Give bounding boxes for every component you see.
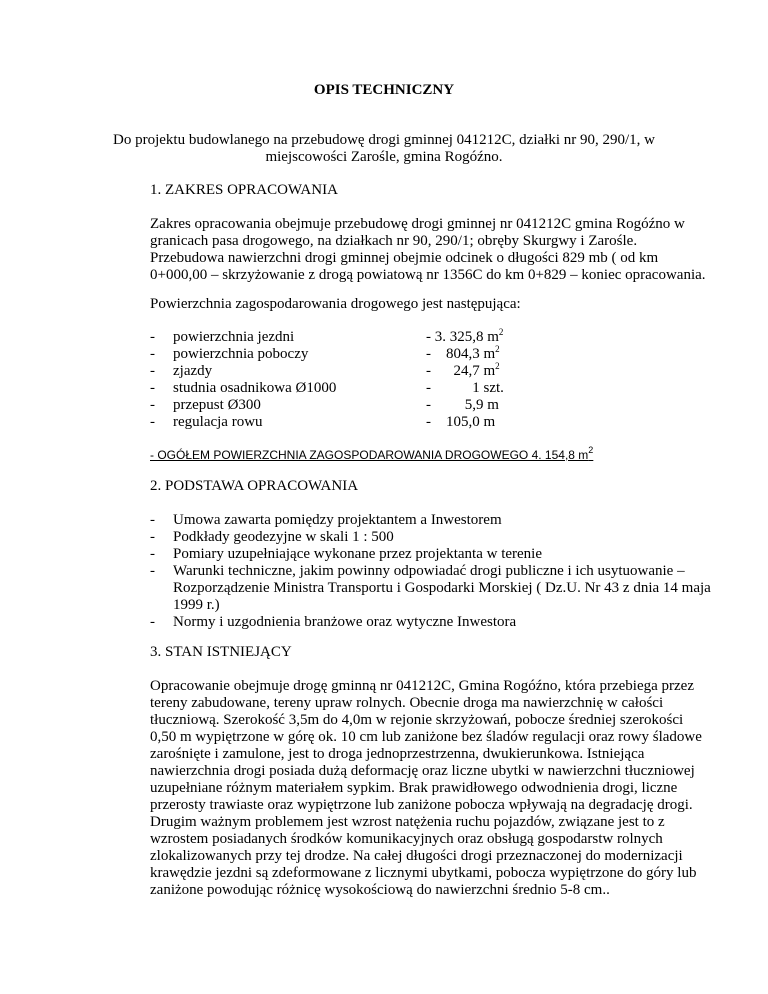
section-2-heading: 2. PODSTAWA OPRACOWANIA: [150, 478, 359, 494]
intro-line-1: Do projektu budowlanego na przebudowę drogi gminnej 041212C, działki nr 90, 290/1, w: [113, 132, 655, 148]
area-item-value: - 5,9 m: [426, 397, 499, 413]
section-3-line: tereny zabudowane, tereny upraw rolnych. Obecnie droga ma nawierzchnię w całości: [150, 695, 664, 711]
section-3-heading: 3. STAN ISTNIEJĄCY: [150, 644, 292, 660]
total-area-line: - OGÓŁEM POWIERZCHNIA ZAGOSPODAROWANIA DROGOWEGO 4. 154,8 $m^2$: [150, 445, 594, 462]
area-item-dash: -: [150, 346, 155, 362]
area-item-dash: -: [150, 363, 155, 379]
area-item-label: przepust Ø300: [173, 397, 261, 413]
basis-list-item: Umowa zawarta pomiędzy projektantem a Inwestorem: [173, 512, 502, 528]
section-3-line: przerosty trawiaste oraz wypiętrzone lub zaniżone pobocza wpływają na degradację drogi.: [150, 797, 693, 813]
area-item-value: - 24,7 $m^2$: [426, 361, 500, 379]
list-dash: -: [150, 529, 155, 545]
area-item-value: - 804,3 $m^2$: [426, 344, 500, 362]
area-item-label: regulacja rowu: [173, 414, 263, 430]
section-3-line: zarośnięte i zamulone, jest to droga jednoprzestrzenna, dwukierunkowa. Istniejąca: [150, 746, 645, 762]
area-item-dash: -: [150, 414, 155, 430]
area-item-label: studnia osadnikowa Ø1000: [173, 380, 337, 396]
area-item-value: - 105,0 m: [426, 414, 496, 430]
area-item-label: powierzchnia poboczy: [173, 346, 309, 362]
section-3-line: zlokalizowanych przy tej drodze. Na całej długości drogi przeznaczonej do modernizacji: [150, 848, 683, 864]
area-item-value: - 3. 325,8 $m^2$: [426, 327, 504, 345]
section-3-line: wzrostem posiadanych środków komunikacyjnych oraz obsługą gospodarstw rolnych: [150, 831, 663, 847]
section-3-line: Drugim ważnym problemem jest wzrost natężenia ruchu pojazdów, związane jest to z: [150, 814, 665, 830]
section-3-line: nawierzchnia drogi posiada dużą deformację oraz liczne ubytki w nawierzchni tłuczniowej: [150, 763, 695, 779]
document-title: OPIS TECHNICZNY: [313, 82, 455, 98]
section-3-line: uzupełniane różnym materiałem sypkim. Brak prawidłowego odwodnienia drogi, liczne: [150, 780, 678, 796]
list-dash: -: [150, 614, 155, 630]
section-1-para-line: granicach pasa drogowego, na działkach nr 90, 290/1; obręby Skurgwy i Zarośle.: [150, 233, 638, 249]
section-3-line: zaniżone powodując różnicę wysokościową do nawierzchni średnio 5-8 cm..: [150, 882, 610, 898]
list-dash: -: [150, 563, 155, 579]
area-item-value: - 1 szt.: [426, 380, 504, 396]
basis-list-item: Pomiary uzupełniające wykonane przez projektanta w terenie: [173, 546, 543, 562]
section-1-para-line: 0+000,00 – skrzyżowanie z drogą powiatową nr 1356C do km 0+829 – koniec opracowania.: [150, 267, 706, 283]
section-1-heading: 1. ZAKRES OPRACOWANIA: [150, 182, 338, 198]
area-item-dash: -: [150, 329, 155, 345]
list-dash: -: [150, 512, 155, 528]
basis-list-item-cont: Rozporządzenie Ministra Transportu i Gospodarki Morskiej ( Dz.U. Nr 43 z dnia 14 maja: [173, 580, 711, 596]
list-dash: -: [150, 546, 155, 562]
intro-line-2: miejscowości Zarośle, gmina Rogóźno.: [265, 149, 503, 165]
basis-list-item: Warunki techniczne, jakim powinny odpowiadać drogi publiczne i ich usytuowanie –: [173, 563, 685, 579]
basis-list-item: Podkłady geodezyjne w skali 1 : 500: [173, 529, 394, 545]
section-1-para-line: Przebudowa nawierzchni drogi gminnej obejmie odcinek o długości 829 mb ( od km: [150, 250, 659, 266]
basis-list-item: Normy i uzgodnienia branżowe oraz wytyczne Inwestora: [173, 614, 517, 630]
section-1-para-line: Zakres opracowania obejmuje przebudowę drogi gminnej nr 041212C gmina Rogóźno w: [150, 216, 685, 232]
area-item-dash: -: [150, 397, 155, 413]
basis-list-item-cont: 1999 r.): [173, 597, 220, 613]
section-3-line: Opracowanie obejmuje drogę gminną nr 041212C, Gmina Rogóźno, która przebiega przez: [150, 678, 694, 694]
area-item-label: zjazdy: [173, 363, 213, 379]
section-3-line: krawędzie jezdni są zdeformowane z licznymi ubytkami, pobocza wypiętrzone do góry lub: [150, 865, 697, 881]
section-3-line: 0,50 m wypiętrzone w górę ok. 10 cm lub zaniżone bez śladów regulacji oraz rowy śladowe: [150, 729, 702, 745]
section-3-line: tłuczniową. Szerokość 3,5m do 4,0m w rejonie skrzyżowań, pobocze średniej szerokości: [150, 712, 684, 728]
area-item-dash: -: [150, 380, 155, 396]
area-item-label: powierzchnia jezdni: [173, 329, 295, 345]
section-1-para-2: Powierzchnia zagospodarowania drogowego jest następująca:: [150, 296, 521, 312]
